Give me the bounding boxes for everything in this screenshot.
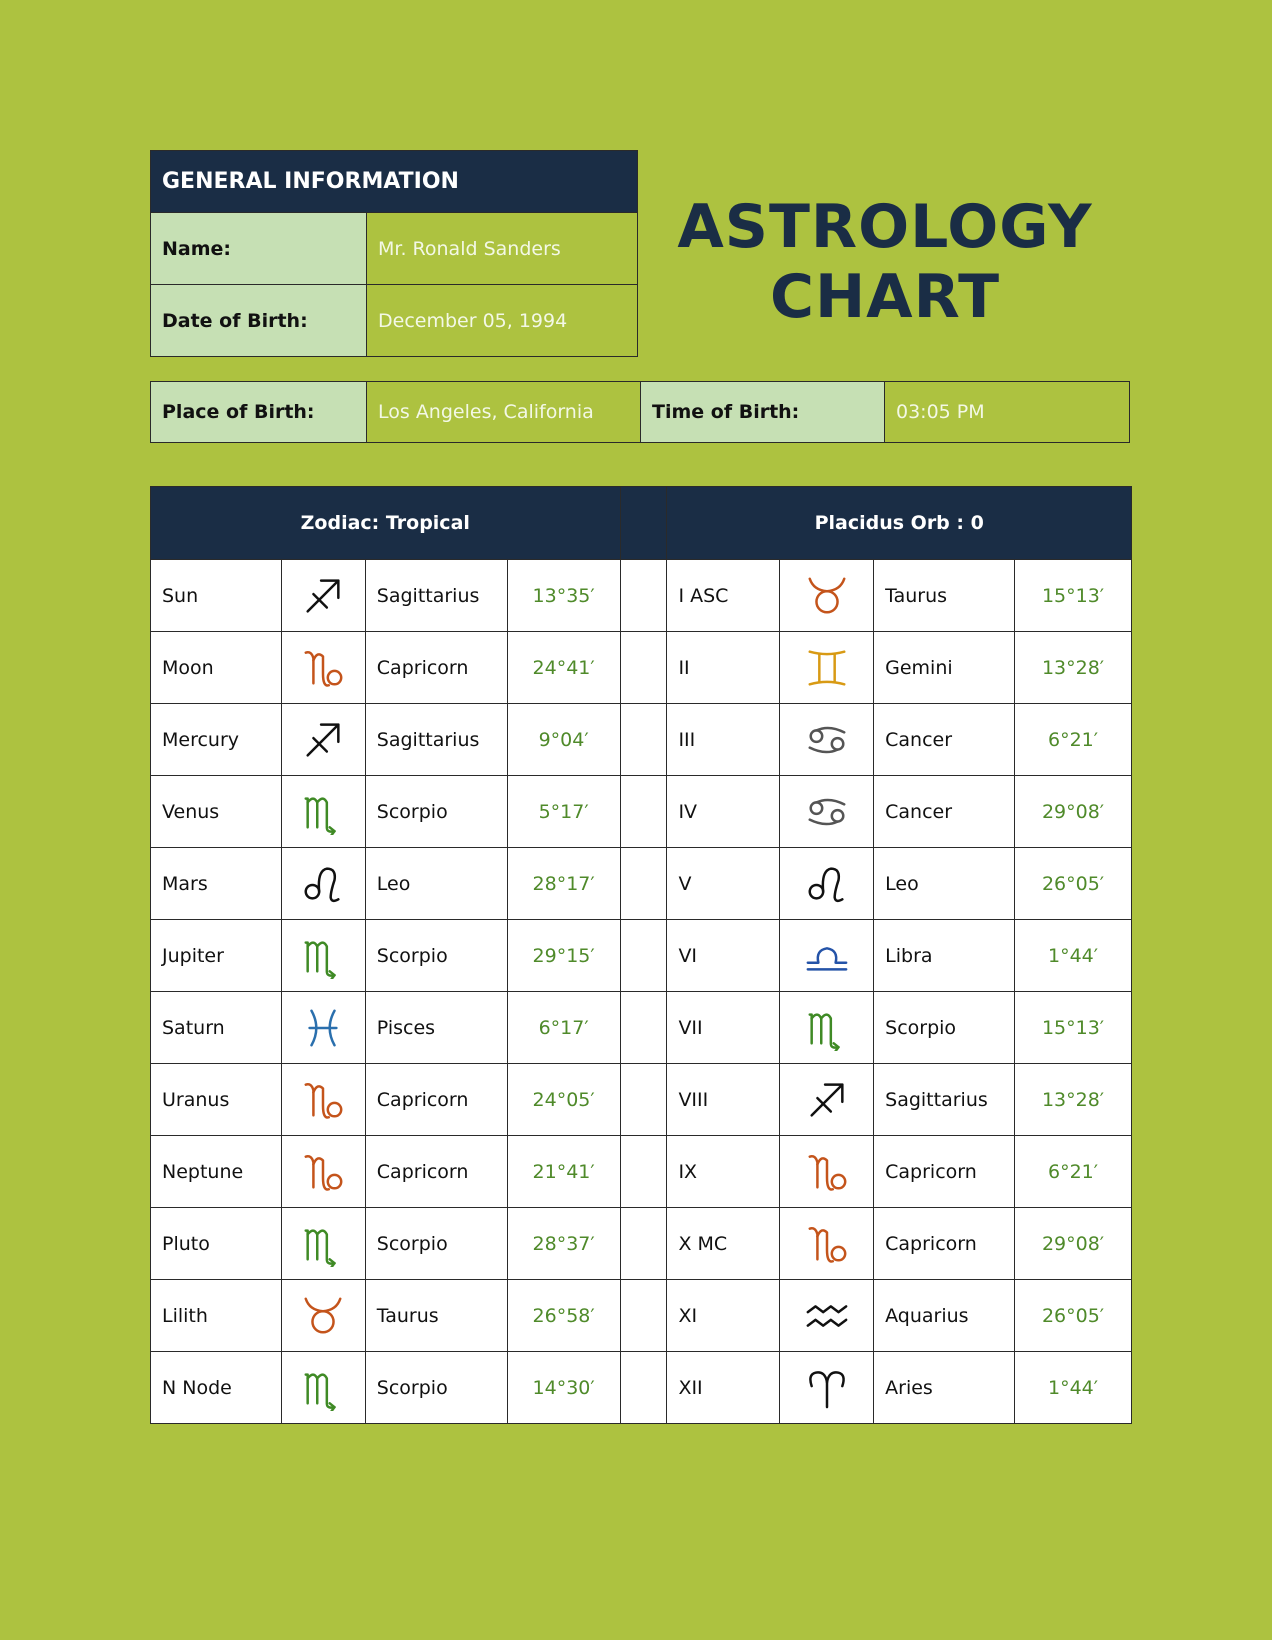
planet-name: N Node xyxy=(151,1352,282,1424)
house-name: XII xyxy=(667,1352,780,1424)
general-information-table xyxy=(150,150,638,357)
house-degree: 15°13′ xyxy=(1015,992,1132,1064)
table-row xyxy=(151,1280,1132,1352)
table-row xyxy=(151,848,1132,920)
astrology-rows xyxy=(151,560,1132,1424)
row-divider xyxy=(620,1136,667,1208)
planet-name: Moon xyxy=(151,632,282,704)
planet-sign: Capricorn xyxy=(365,632,507,704)
dob-value: December 05, 1994 xyxy=(367,285,638,357)
place-of-birth-label: Place of Birth: xyxy=(151,382,367,443)
planet-sign-icon-cell xyxy=(281,1064,365,1136)
header-divider xyxy=(620,487,667,560)
table-row xyxy=(151,1136,1132,1208)
house-degree: 1°44′ xyxy=(1015,1352,1132,1424)
time-of-birth-label: Time of Birth: xyxy=(641,382,885,443)
row-divider xyxy=(620,1208,667,1280)
planet-sign: Scorpio xyxy=(365,776,507,848)
house-sign-icon-cell xyxy=(780,776,874,848)
astrology-table xyxy=(150,486,1132,1424)
capricorn-icon xyxy=(300,645,346,691)
row-divider xyxy=(620,848,667,920)
scorpio-icon xyxy=(300,789,346,835)
capricorn-icon xyxy=(300,1077,346,1123)
house-name: IV xyxy=(667,776,780,848)
planet-name: Jupiter xyxy=(151,920,282,992)
planet-degree: 24°05′ xyxy=(507,1064,620,1136)
planet-sign: Sagittarius xyxy=(365,704,507,776)
table-row xyxy=(151,560,1132,632)
table-row xyxy=(151,632,1132,704)
name-label: Name: xyxy=(151,213,367,285)
taurus-icon xyxy=(300,1293,346,1339)
planet-sign-icon-cell xyxy=(281,776,365,848)
planet-sign: Capricorn xyxy=(365,1064,507,1136)
planet-sign-icon-cell xyxy=(281,848,365,920)
aries-icon xyxy=(804,1365,850,1411)
house-name: XI xyxy=(667,1280,780,1352)
house-degree: 26°05′ xyxy=(1015,1280,1132,1352)
planet-name: Pluto xyxy=(151,1208,282,1280)
title-line-2: CHART xyxy=(769,262,1001,332)
house-name: IX xyxy=(667,1136,780,1208)
planet-sign: Taurus xyxy=(365,1280,507,1352)
house-sign: Aquarius xyxy=(874,1280,1015,1352)
planet-sign-icon-cell xyxy=(281,632,365,704)
table-row xyxy=(151,992,1132,1064)
planet-sign: Leo xyxy=(365,848,507,920)
cancer-icon xyxy=(804,789,850,835)
title-line-1: ASTROLOGY xyxy=(677,192,1093,262)
house-sign-icon-cell xyxy=(780,560,874,632)
house-name: II xyxy=(667,632,780,704)
planet-sign-icon-cell xyxy=(281,704,365,776)
house-degree: 6°21′ xyxy=(1015,704,1132,776)
house-sign-icon-cell xyxy=(780,1352,874,1424)
table-row xyxy=(151,704,1132,776)
leo-icon xyxy=(804,861,850,907)
row-divider xyxy=(620,1352,667,1424)
capricorn-icon xyxy=(300,1149,346,1195)
house-sign-icon-cell xyxy=(780,1208,874,1280)
row-divider xyxy=(620,632,667,704)
planet-name: Venus xyxy=(151,776,282,848)
planet-name: Lilith xyxy=(151,1280,282,1352)
planet-degree: 29°15′ xyxy=(507,920,620,992)
house-degree: 13°28′ xyxy=(1015,1064,1132,1136)
table-row xyxy=(151,1064,1132,1136)
house-sign-icon-cell xyxy=(780,1280,874,1352)
house-sign-icon-cell xyxy=(780,704,874,776)
planet-name: Mercury xyxy=(151,704,282,776)
gemini-icon xyxy=(804,645,850,691)
planet-degree: 26°58′ xyxy=(507,1280,620,1352)
house-sign: Cancer xyxy=(874,704,1015,776)
planet-degree: 9°04′ xyxy=(507,704,620,776)
planet-sign: Scorpio xyxy=(365,920,507,992)
planet-name: Neptune xyxy=(151,1136,282,1208)
house-name: X MC xyxy=(667,1208,780,1280)
table-row xyxy=(151,1352,1132,1424)
sagittarius-icon xyxy=(300,573,346,619)
house-name: I ASC xyxy=(667,560,780,632)
house-sign-icon-cell xyxy=(780,632,874,704)
house-name: VIII xyxy=(667,1064,780,1136)
row-divider xyxy=(620,920,667,992)
leo-icon xyxy=(300,861,346,907)
planet-degree: 14°30′ xyxy=(507,1352,620,1424)
planet-sign: Pisces xyxy=(365,992,507,1064)
house-sign: Taurus xyxy=(874,560,1015,632)
row-divider xyxy=(620,560,667,632)
house-degree: 15°13′ xyxy=(1015,560,1132,632)
capricorn-icon xyxy=(804,1221,850,1267)
name-value: Mr. Ronald Sanders xyxy=(367,213,638,285)
capricorn-icon xyxy=(804,1149,850,1195)
sagittarius-icon xyxy=(300,717,346,763)
birth-details-table xyxy=(150,381,1130,443)
scorpio-icon xyxy=(300,933,346,979)
taurus-icon xyxy=(804,573,850,619)
planet-degree: 13°35′ xyxy=(507,560,620,632)
house-sign: Libra xyxy=(874,920,1015,992)
house-name: VI xyxy=(667,920,780,992)
planet-degree: 28°37′ xyxy=(507,1208,620,1280)
house-degree: 1°44′ xyxy=(1015,920,1132,992)
page-title xyxy=(660,192,1110,332)
planet-sign: Sagittarius xyxy=(365,560,507,632)
row-divider xyxy=(620,992,667,1064)
place-of-birth-value: Los Angeles, California xyxy=(367,382,641,443)
house-sign-icon-cell xyxy=(780,992,874,1064)
scorpio-icon xyxy=(300,1365,346,1411)
planet-sign-icon-cell xyxy=(281,1280,365,1352)
planet-sign-icon-cell xyxy=(281,1136,365,1208)
house-name: V xyxy=(667,848,780,920)
planet-degree: 5°17′ xyxy=(507,776,620,848)
general-information-header: GENERAL INFORMATION xyxy=(151,151,638,213)
cancer-icon xyxy=(804,717,850,763)
row-divider xyxy=(620,704,667,776)
pisces-icon xyxy=(300,1005,346,1051)
planet-name: Saturn xyxy=(151,992,282,1064)
row-divider xyxy=(620,1064,667,1136)
time-of-birth-value: 03:05 PM xyxy=(885,382,1130,443)
planet-sign: Scorpio xyxy=(365,1352,507,1424)
house-sign: Scorpio xyxy=(874,992,1015,1064)
house-degree: 26°05′ xyxy=(1015,848,1132,920)
planet-sign-icon-cell xyxy=(281,992,365,1064)
planet-sign-icon-cell xyxy=(281,920,365,992)
sagittarius-icon xyxy=(804,1077,850,1123)
planet-sign-icon-cell xyxy=(281,1208,365,1280)
house-sign-icon-cell xyxy=(780,1136,874,1208)
house-sign-icon-cell xyxy=(780,920,874,992)
house-sign-icon-cell xyxy=(780,848,874,920)
table-row xyxy=(151,776,1132,848)
planet-degree: 6°17′ xyxy=(507,992,620,1064)
house-degree: 29°08′ xyxy=(1015,776,1132,848)
libra-icon xyxy=(804,933,850,979)
planet-sign-icon-cell xyxy=(281,560,365,632)
planet-sign: Capricorn xyxy=(365,1136,507,1208)
table-row xyxy=(151,1208,1132,1280)
dob-label: Date of Birth: xyxy=(151,285,367,357)
house-sign: Capricorn xyxy=(874,1136,1015,1208)
house-sign-icon-cell xyxy=(780,1064,874,1136)
planet-degree: 21°41′ xyxy=(507,1136,620,1208)
house-sign: Sagittarius xyxy=(874,1064,1015,1136)
planet-name: Uranus xyxy=(151,1064,282,1136)
zodiac-header: Zodiac: Tropical xyxy=(151,487,621,560)
house-name: III xyxy=(667,704,780,776)
aquarius-icon xyxy=(804,1293,850,1339)
planet-sign-icon-cell xyxy=(281,1352,365,1424)
planet-sign: Scorpio xyxy=(365,1208,507,1280)
house-sign: Aries xyxy=(874,1352,1015,1424)
planet-degree: 24°41′ xyxy=(507,632,620,704)
house-name: VII xyxy=(667,992,780,1064)
house-degree: 6°21′ xyxy=(1015,1136,1132,1208)
house-sign: Cancer xyxy=(874,776,1015,848)
planet-name: Sun xyxy=(151,560,282,632)
scorpio-icon xyxy=(804,1005,850,1051)
house-sign: Gemini xyxy=(874,632,1015,704)
house-degree: 13°28′ xyxy=(1015,632,1132,704)
house-sign: Capricorn xyxy=(874,1208,1015,1280)
planet-degree: 28°17′ xyxy=(507,848,620,920)
planet-name: Mars xyxy=(151,848,282,920)
house-sign: Leo xyxy=(874,848,1015,920)
house-degree: 29°08′ xyxy=(1015,1208,1132,1280)
table-row xyxy=(151,920,1132,992)
row-divider xyxy=(620,1280,667,1352)
scorpio-icon xyxy=(300,1221,346,1267)
row-divider xyxy=(620,776,667,848)
placidus-header: Placidus Orb : 0 xyxy=(667,487,1132,560)
